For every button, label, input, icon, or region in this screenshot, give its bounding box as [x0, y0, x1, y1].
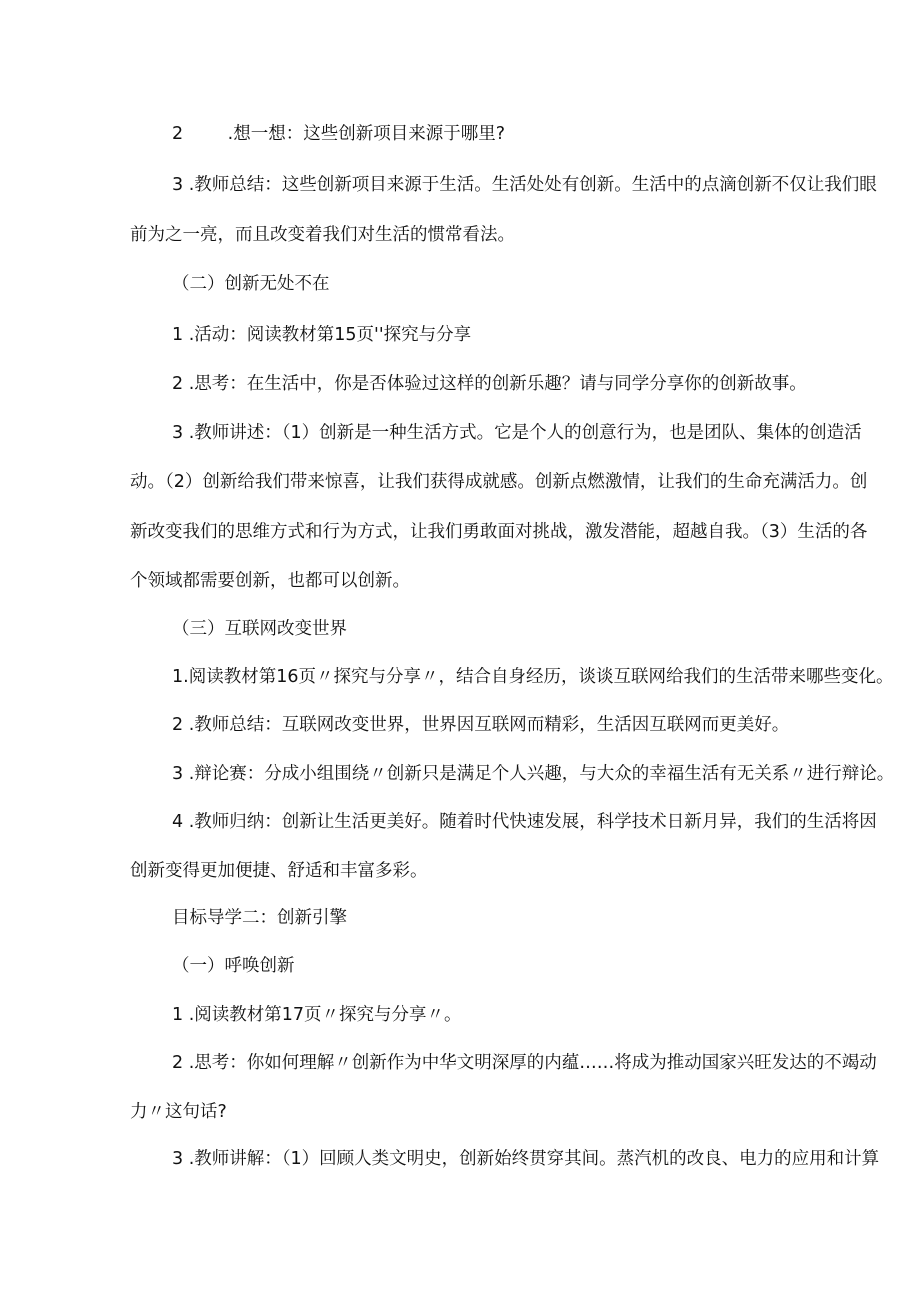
section-heading-innovation-everywhere: （二）创新无处不在 [172, 274, 330, 294]
paragraph-teacher-conclude-line-1: 4 .教师归纳：创新让生活更美好。随着时代快速发展，科学技术日新月异，我们的生活将因 [172, 812, 877, 832]
paragraph-debate: 3 .辩论赛：分成小组围绕〃创新只是满足个人兴趣，与大众的幸福生活有无关系〃进行辩论。 [172, 764, 895, 784]
paragraph-teacher-narrate-line-4: 个领域都需要创新，也都可以创新。 [130, 571, 410, 591]
paragraph-think-experience: 2 .思考：在生活中，你是否体验过这样的创新乐趣？请与同学分享你的创新故事。 [172, 374, 807, 394]
paragraph-think-source: 2 .想一想：这些创新项目来源于哪里? [172, 124, 505, 144]
section-heading-internet-changes-world: （三）互联网改变世界 [172, 619, 347, 639]
paragraph-teacher-summary-line-2: 前为之一亮，而且改变着我们对生活的惯常看法。 [130, 225, 515, 245]
paragraph-teacher-summary-internet: 2 .教师总结：互联网改变世界，世界因互联网而精彩，生活因互联网而更美好。 [172, 715, 790, 735]
paragraph-teacher-narrate-line-1: 3 .教师讲述：（1）创新是一种生活方式。它是个人的创意行为，也是团队、集体的创造活 [172, 423, 862, 443]
paragraph-activity-read-p15: 1 .活动：阅读教材第15页''探究与分享 [172, 325, 472, 345]
paragraph-think-civilization-line-1: 2 .思考：你如何理解〃创新作为中华文明深厚的内蕴……将成为推动国家兴旺发达的不竭动 [172, 1053, 877, 1073]
paragraph-read-p16: 1.阅读教材第16页〃探究与分享〃，结合自身经历，谈谈互联网给我们的生活带来哪些变化。 [172, 667, 894, 687]
paragraph-teacher-conclude-line-2: 创新变得更加便捷、舒适和丰富多彩。 [130, 861, 428, 881]
section-heading-goal-two: 目标导学二：创新引擎 [172, 908, 347, 928]
paragraph-read-p17: 1 .阅读教材第17页〃探究与分享〃。 [172, 1005, 462, 1025]
paragraph-teacher-explain: 3 .教师讲解：（1）回顾人类文明史，创新始终贯穿其间。蒸汽机的改良、电力的应用和计算 [172, 1149, 880, 1169]
section-heading-call-innovation: （一）呼唤创新 [172, 956, 295, 976]
paragraph-teacher-summary-line-1: 3 .教师总结：这些创新项目来源于生活。生活处处有创新。生活中的点滴创新不仅让我们眼 [172, 175, 877, 195]
paragraph-teacher-narrate-line-2: 动。（2）创新给我们带来惊喜，让我们获得成就感。创新点燃激情，让我们的生命充满活力。创 [130, 472, 868, 492]
paragraph-teacher-narrate-line-3: 新改变我们的思维方式和行为方式，让我们勇敢面对挑战，激发潜能，超越自我。（3）生活的各 [130, 522, 868, 542]
paragraph-think-civilization-line-2: 力〃这句话? [130, 1102, 227, 1122]
